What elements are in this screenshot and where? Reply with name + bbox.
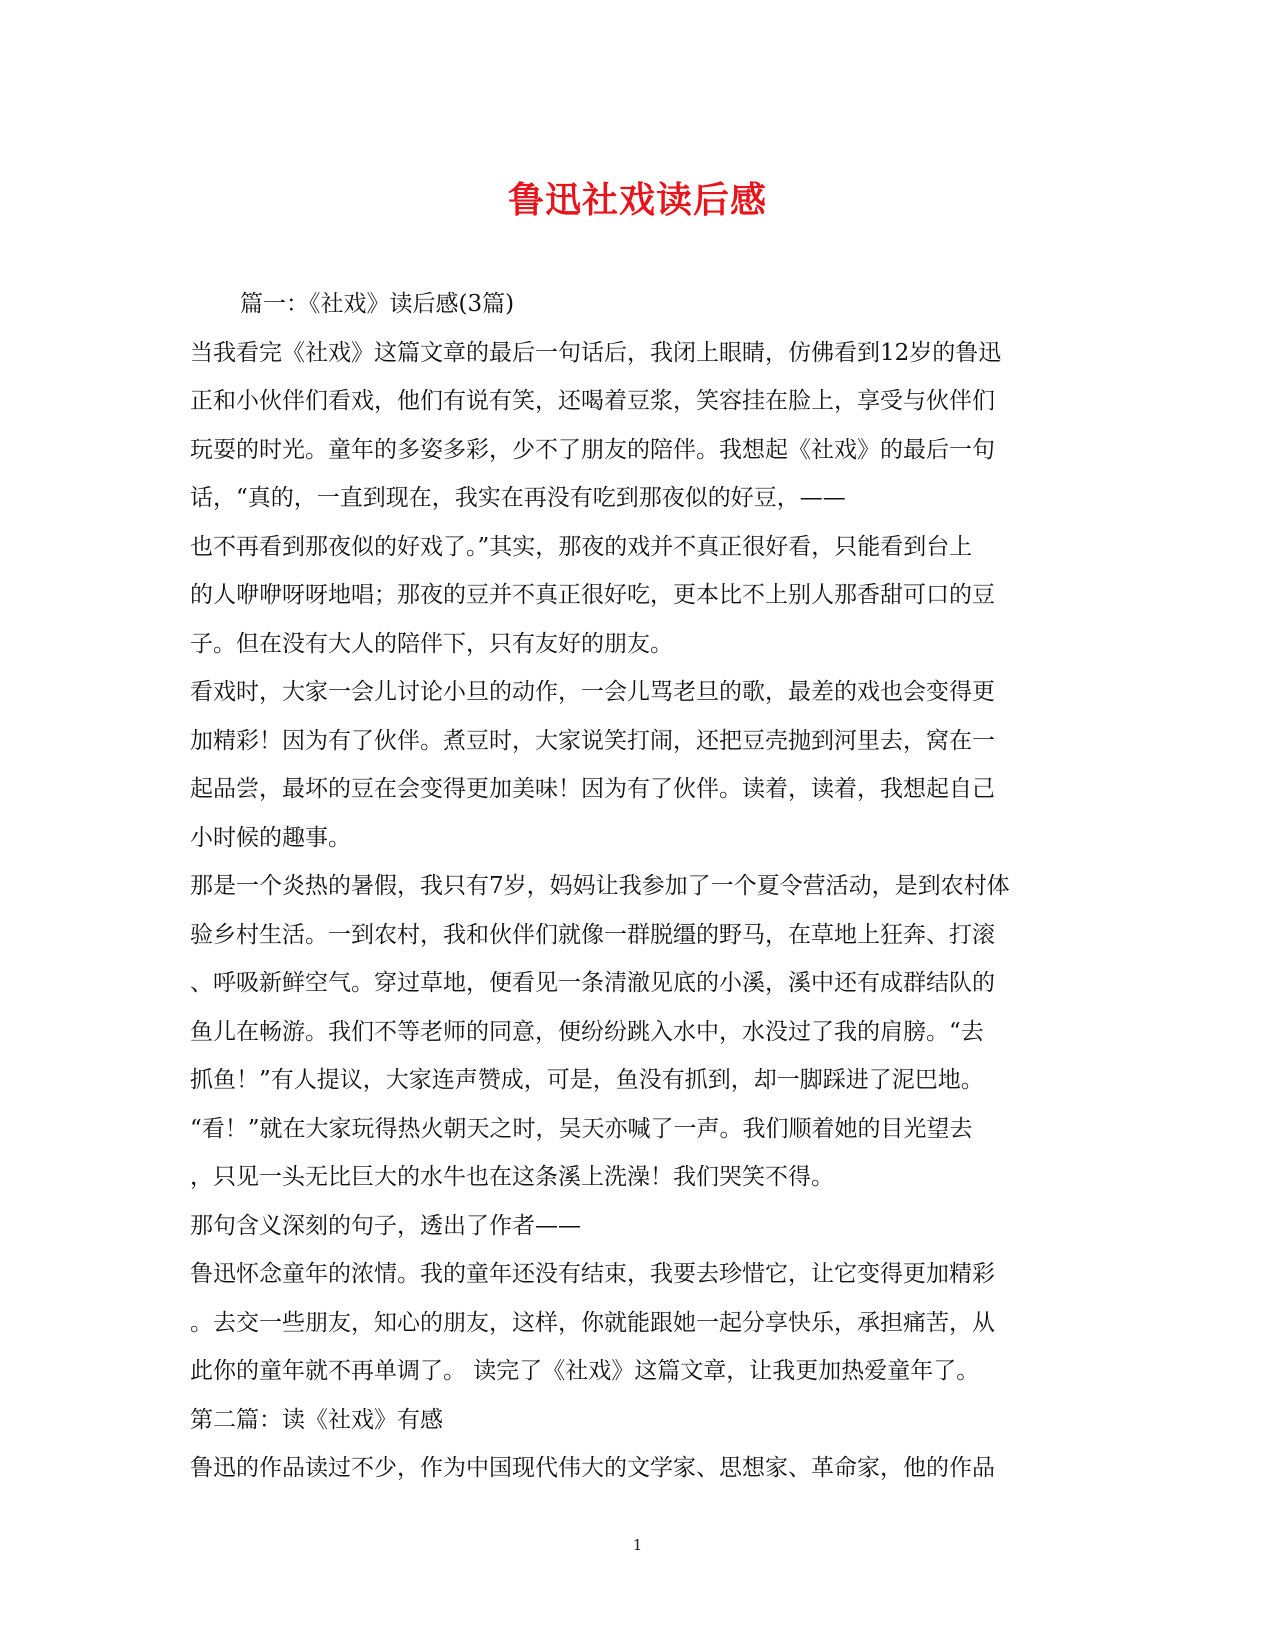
- document-title: 鲁迅社戏读后感: [507, 179, 767, 221]
- text-line: 验乡村生活。一到农村，我和伙伴们就像一群脱缰的野马，在草地上狂奔、打滚: [190, 921, 995, 948]
- text-line: ，只见一头无比巨大的水牛也在这条溪上洗澡！我们哭笑不得。: [190, 1164, 834, 1190]
- text-line: 子。但在没有大人的陪伴下，只有友好的朋友。: [190, 630, 673, 657]
- text-line: “看！”就在大家玩得热火朝天之时，吴天亦喊了一声。我们顺着她的目光望去: [190, 1115, 973, 1142]
- text-line: 当我看完《社戏》这篇文章的最后一句话后，我闭上眼睛，仿佛看到12岁的鲁迅: [190, 339, 1002, 366]
- text-line: 鲁迅的作品读过不少，作为中国现代伟大的文学家、思想家、革命家，他的作品: [190, 1455, 995, 1481]
- section-heading: 篇一：《社戏》读后感(3篇): [240, 291, 515, 317]
- text-line: 看戏时，大家一会儿讨论小旦的动作，一会儿骂老旦的歌，最差的戏也会变得更: [190, 679, 995, 705]
- text-line: 的人咿咿呀呀地唱；那夜的豆并不真正很好吃，更本比不上别人那香甜可口的豆: [190, 582, 995, 608]
- text-line: 话，“真的，一直到现在，我实在再没有吃到那夜似的好豆，——: [190, 485, 846, 511]
- section-heading: 第二篇：读《社戏》有感: [190, 1406, 443, 1433]
- document-body: [190, 280, 1080, 1493]
- text-line: 。去交一些朋友，知心的朋友，这样，你就能跟她一起分享快乐，承担痛苦，从: [190, 1309, 995, 1336]
- text-line: 起品尝，最坏的豆在会变得更加美味！因为有了伙伴。读着，读着，我想起自己: [190, 776, 995, 802]
- text-line: 那是一个炎热的暑假，我只有7岁，妈妈让我参加了一个夏令营活动，是到农村体: [190, 873, 1010, 899]
- text-line: 那句含义深刻的句子，透出了作者——: [190, 1212, 581, 1239]
- text-line: 此你的童年就不再单调了。 读完了《社戏》这篇文章，让我更加热爱童年了。: [190, 1358, 980, 1384]
- text-line: 鱼儿在畅游。我们不等老师的同意，便纷纷跳入水中，水没过了我的肩膀。“去: [190, 1018, 984, 1045]
- page-number: 1: [632, 1536, 643, 1554]
- text-line: 鲁迅怀念童年的浓情。我的童年还没有结束，我要去珍惜它，让它变得更加精彩: [190, 1261, 995, 1287]
- text-line: 、呼吸新鲜空气。穿过草地，便看见一条清澈见底的小溪，溪中还有成群结队的: [190, 970, 995, 996]
- text-line: 正和小伙伴们看戏，他们有说有笑，还喝着豆浆，笑容挂在脸上，享受与伙伴们: [190, 388, 995, 414]
- text-line: 抓鱼！”有人提议，大家连声赞成，可是，鱼没有抓到，却一脚踩进了泥巴地。: [190, 1067, 984, 1093]
- text-line: 加精彩！因为有了伙伴。煮豆时，大家说笑打闹，还把豆壳抛到河里去，窝在一: [190, 727, 995, 754]
- text-line: 也不再看到那夜似的好戏了。”其实，那夜的戏并不真正很好看，只能看到台上: [190, 533, 973, 560]
- text-line: 小时候的趣事。: [190, 824, 351, 851]
- text-line: 玩耍的时光。童年的多姿多彩，少不了朋友的陪伴。我想起《社戏》的最后一句: [190, 436, 995, 463]
